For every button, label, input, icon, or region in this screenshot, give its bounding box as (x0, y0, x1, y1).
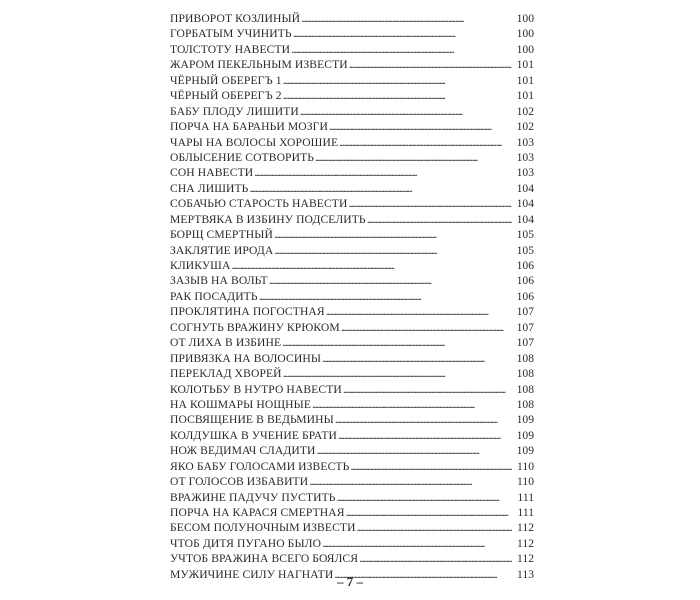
toc-entry-title: ЗАЗЫВ НА ВОЛЬТ (170, 274, 268, 288)
toc-entry (170, 289, 534, 304)
toc-entry-page: 104 (516, 212, 534, 226)
toc-entry-title: БОРЩ СМЕРТНЫЙ (170, 228, 273, 242)
toc-entry (170, 412, 534, 427)
toc-entry-title: ЧЁРНЫЙ ОБЕРЕГЪ 2 (170, 89, 282, 103)
toc-entry (170, 273, 534, 288)
toc-entry-page: 103 (516, 135, 534, 149)
dot-leader (367, 212, 512, 227)
toc-entry (170, 73, 534, 88)
toc-entry-title: ОБЛЫСЕНИЕ СОТВОРИТЬ (170, 150, 315, 164)
dot-leader (357, 520, 512, 535)
toc-entry (170, 150, 534, 165)
toc-entry (170, 397, 534, 412)
toc-entry-title: ПОРЧА НА КАРАСЯ СМЕРТНАЯ (170, 506, 345, 519)
toc-entry (170, 520, 534, 535)
toc-entry (170, 536, 534, 551)
toc-entry-page: 106 (516, 259, 534, 272)
toc-entry-page: 113 (517, 567, 534, 581)
toc-entry-title: ПРИВЯЗКА НА ВОЛОСИНЫ (170, 351, 322, 365)
toc-entry (170, 351, 534, 366)
toc-entry-page: 102 (516, 120, 534, 134)
toc-entry-page: 106 (516, 274, 534, 288)
toc-entry-title: ПОСВЯЩЕНИЕ В ВЕДЬМИНЫ (170, 413, 334, 427)
toc-entry-title: ГОРБАТЫМ УЧИНИТЬ (170, 27, 292, 41)
toc-entry-title: НА КОШМАРЫ НОЩНЫЕ (170, 397, 312, 411)
toc-entry-title: ЖАРОМ ПЕКЕЛЬНЫМ ИЗВЕСТИ (170, 58, 348, 72)
toc-entry-page: 108 (516, 397, 534, 411)
dot-leader (259, 289, 512, 304)
toc-entry-title: ОТ ГОЛОСОВ ИЗБАВИТИ (170, 475, 309, 489)
toc-entry (170, 227, 534, 242)
toc-entry-page: 101 (516, 73, 534, 87)
toc-entry (170, 459, 534, 474)
toc-entry-title: СОН НАВЕСТИ (170, 166, 254, 180)
toc-entry (170, 335, 534, 350)
toc-entry (170, 551, 534, 566)
toc-entry-page: 101 (516, 89, 534, 103)
toc-entry (170, 382, 534, 397)
table-of-contents (170, 11, 534, 582)
toc-entry-title: БЕСОМ ПОЛУНОЧНЫМ ИЗВЕСТИ (170, 521, 356, 535)
dot-leader (254, 165, 512, 180)
toc-entry (170, 505, 534, 520)
toc-entry-page: 107 (516, 336, 534, 350)
dot-leader (348, 196, 512, 211)
toc-entry (170, 243, 534, 258)
toc-entry-page: 105 (516, 228, 534, 242)
dot-leader (343, 382, 512, 397)
page-number: – 7 – (337, 574, 363, 589)
dot-leader (335, 412, 512, 427)
dot-leader (283, 366, 512, 381)
toc-entry-page: 109 (516, 413, 534, 427)
toc-entry-title: ПРИВОРОТ КОЗЛИНЫЙ (170, 12, 301, 25)
toc-entry-title: ВРАЖИНЕ ПАДУЧУ ПУСТИТЬ (170, 490, 336, 504)
toc-entry-title: КОЛДУШКА В УЧЕНИЕ БРАТИ (170, 428, 337, 442)
dot-leader (359, 551, 512, 566)
toc-entry (170, 196, 534, 211)
dot-leader (338, 428, 512, 443)
toc-entry-title: СОБАЧЬЮ СТАРОСТЬ НАВЕСТИ (170, 197, 348, 211)
dot-leader (341, 320, 512, 335)
dot-leader (337, 490, 512, 505)
toc-entry (170, 366, 534, 381)
toc-entry (170, 11, 534, 26)
dot-leader (349, 57, 512, 72)
toc-entry-page: 107 (516, 305, 534, 319)
dot-leader (329, 119, 512, 134)
toc-entry-page: 103 (516, 150, 534, 164)
toc-entry-page: 103 (516, 166, 534, 180)
dot-leader (350, 459, 512, 474)
dot-leader (315, 150, 512, 165)
dot-leader (282, 335, 512, 350)
toc-entry-page: 101 (516, 58, 534, 72)
toc-entry-page: 109 (516, 428, 534, 442)
dot-leader (231, 258, 512, 273)
toc-entry-title: ПОРЧА НА БАРАНЬИ МОЗГИ (170, 120, 328, 134)
toc-entry-page: 111 (517, 506, 534, 519)
dot-leader (301, 11, 512, 26)
toc-entry (170, 57, 534, 72)
toc-entry-title: ТОЛСТОТУ НАВЕСТИ (170, 42, 291, 56)
toc-entry-page: 112 (517, 521, 534, 535)
toc-entry-page: 112 (517, 536, 534, 550)
toc-entry-page: 108 (516, 382, 534, 396)
toc-entry-page: 104 (516, 197, 534, 211)
dot-leader (322, 351, 512, 366)
toc-entry-title: НОЖ ВЕДИМАЧ СЛАДИТИ (170, 444, 316, 458)
dot-leader (339, 135, 512, 150)
dot-leader (274, 243, 512, 258)
toc-entry-page: 100 (516, 42, 534, 56)
dot-leader (312, 397, 512, 412)
toc-entry-page: 112 (517, 552, 534, 566)
dot-leader (283, 73, 512, 88)
toc-entry (170, 181, 534, 196)
dot-leader (346, 505, 512, 520)
toc-entry-title: БАБУ ПЛОДУ ЛИШИТИ (170, 104, 299, 118)
dot-leader (322, 536, 512, 551)
toc-entry (170, 258, 534, 273)
dot-leader (269, 273, 512, 288)
toc-entry-title: КЛИКУША (170, 259, 231, 272)
toc-entry-title: ЧТОБ ДИТЯ ПУГАНО БЫЛО (170, 536, 322, 550)
dot-leader (249, 181, 512, 196)
toc-entry-title: ЧЁРНЫЙ ОБЕРЕГЪ 1 (170, 73, 282, 87)
toc-entry-page: 110 (517, 475, 534, 489)
dot-leader (291, 42, 512, 57)
toc-entry-title: МУЖИЧИНЕ СИЛУ НАГНАТИ (170, 567, 334, 581)
toc-entry-page: 107 (516, 320, 534, 334)
dot-leader (309, 474, 512, 489)
toc-entry-page: 106 (516, 289, 534, 303)
toc-entry-page: 110 (517, 459, 534, 473)
dot-leader (283, 88, 512, 103)
toc-entry-page: 108 (516, 351, 534, 365)
toc-entry (170, 119, 534, 134)
toc-entry-title: ПЕРЕКЛАД ХВОРЕЙ (170, 367, 282, 381)
toc-entry-page: 105 (516, 243, 534, 257)
dot-leader (317, 443, 512, 458)
toc-entry (170, 490, 534, 505)
toc-entry-page: 108 (516, 367, 534, 381)
dot-leader (274, 227, 512, 242)
toc-entry-title: РАК ПОСАДИТЬ (170, 289, 258, 303)
toc-entry-title: УЧТОБ ВРАЖИНА ВСЕГО БОЯЛСЯ (170, 552, 359, 566)
toc-entry-title: ПРОКЛЯТИНА ПОГОСТНАЯ (170, 305, 325, 319)
toc-entry (170, 88, 534, 103)
toc-entry-page: 100 (516, 27, 534, 41)
toc-entry-title: СОГНУТЬ ВРАЖИНУ КРЮКОМ (170, 320, 340, 334)
toc-entry (170, 104, 534, 119)
toc-entry (170, 304, 534, 319)
toc-entry (170, 320, 534, 335)
toc-entry (170, 165, 534, 180)
toc-entry-title: ЯКО БАБУ ГОЛОСАМИ ИЗВЕСТЬ (170, 459, 350, 473)
toc-entry-title: ЧАРЫ НА ВОЛОСЫ ХОРОШИЕ (170, 135, 339, 149)
toc-entry-page: 100 (516, 12, 534, 25)
toc-entry-page: 111 (517, 490, 534, 504)
toc-entry-title: ЗАКЛЯТИЕ ИРОДА (170, 243, 274, 257)
toc-entry (170, 474, 534, 489)
toc-entry (170, 135, 534, 150)
dot-leader (293, 26, 512, 41)
toc-entry (170, 212, 534, 227)
toc-entry-title: МЕРТВЯКА В ИЗБИНУ ПОДСЕЛИТЬ (170, 212, 366, 226)
toc-entry-page: 102 (516, 104, 534, 118)
toc-entry (170, 443, 534, 458)
toc-entry (170, 428, 534, 443)
toc-entry (170, 26, 534, 41)
toc-entry-title: КОЛОТЬБУ В НУТРО НАВЕСТИ (170, 382, 342, 396)
toc-entry (170, 42, 534, 57)
toc-entry-page: 104 (516, 181, 534, 195)
toc-entry-title: СНА ЛИШИТЬ (170, 181, 249, 195)
toc-entry-title: ОТ ЛИХА В ИЗБИНЕ (170, 336, 282, 350)
dot-leader (326, 304, 512, 319)
dot-leader (300, 104, 512, 119)
toc-entry-page: 109 (516, 444, 534, 458)
